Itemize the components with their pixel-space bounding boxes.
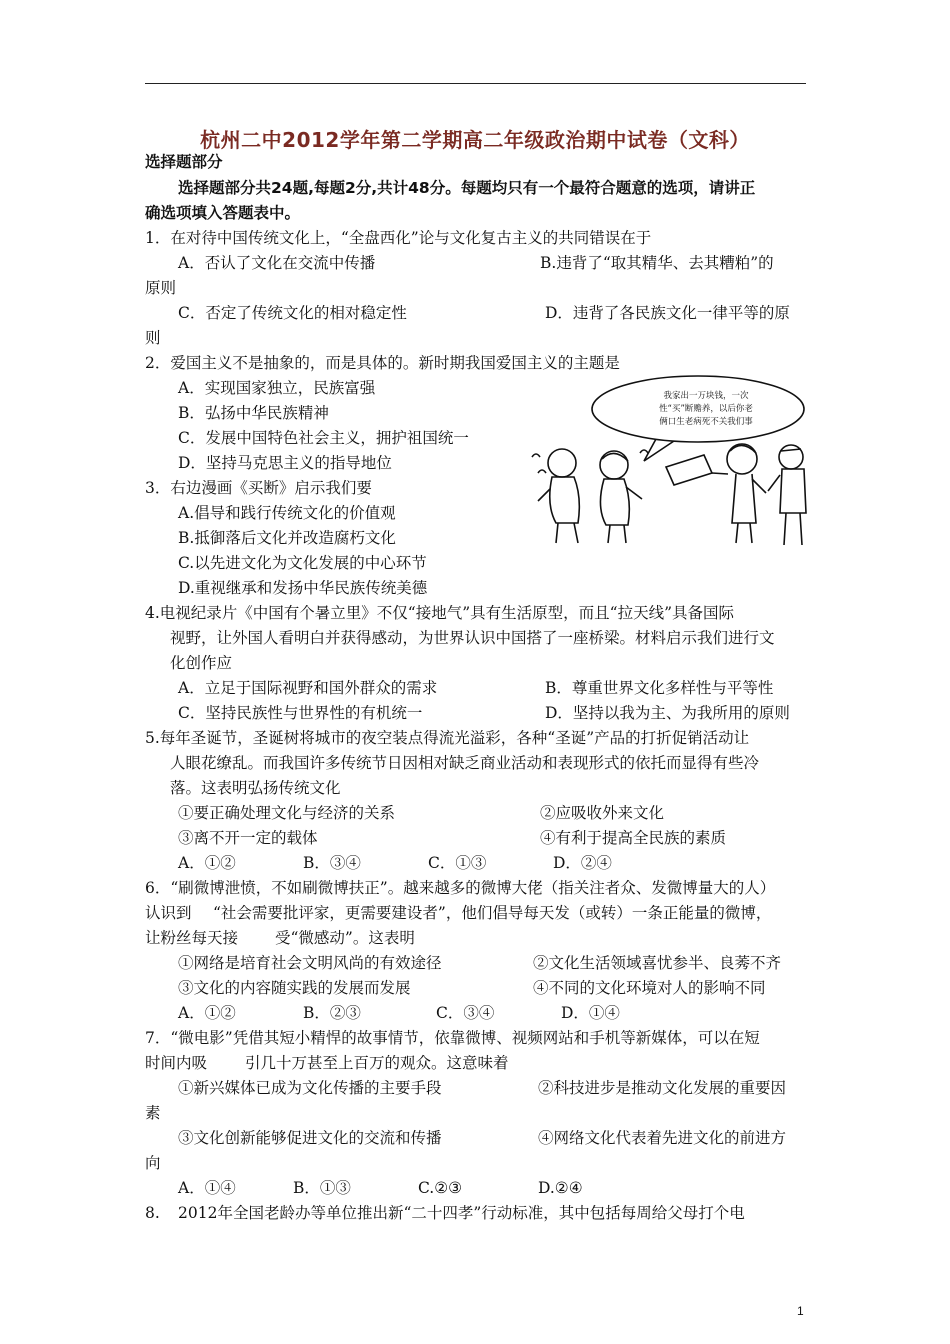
q7-item-4: ④网络文化代表着先进文化的前进方 — [538, 1129, 787, 1147]
q6-line-2a: 认识到 — [145, 904, 192, 922]
q5-line-1: 5.每年圣诞节，圣诞树将城市的夜空装点得流光溢彩，各种“圣诞”产品的打折促销活动让 — [145, 729, 750, 747]
q6-line-3b: 受“微感动”。这表明 — [275, 929, 415, 947]
q5-option-d: D．②④ — [553, 854, 612, 872]
q7-item-2: ②科技进步是推动文化发展的重要因 — [538, 1079, 787, 1097]
q3-option-d: D.重视继承和发扬中华民族传统美德 — [178, 579, 428, 597]
speech-line-1: 我家出一万块钱，一次 — [663, 391, 749, 401]
q6-item-2: ②文化生活领域喜忧参半、良莠不齐 — [533, 954, 782, 972]
q6-line-3a: 让粉丝每天接 — [145, 929, 239, 947]
q5-item-4: ④有利于提高全民族的素质 — [540, 829, 727, 847]
header-rule — [145, 83, 806, 84]
q5-option-b: B．③④ — [303, 854, 361, 872]
q7-item-1: ①新兴媒体已成为文化传播的主要手段 — [178, 1079, 442, 1097]
q6-line-1: 6．“刷微博泄愤，不如刷微博扶正”。越来越多的微博大佬（指关注者众、发微博量大的人） — [145, 879, 776, 897]
q3-option-b: B.抵御落后文化并改造腐朽文化 — [178, 529, 396, 547]
instructions-line-2: 确选项填入答题表中。 — [145, 204, 301, 222]
q5-line-2: 人眼花缭乱。而我国许多传统节日因相对缺乏商业活动和表现形式的依托而显得有些冷 — [170, 754, 760, 772]
q6-option-d: D．①④ — [561, 1004, 620, 1022]
q4-line-2: 视野，让外国人看明白并获得感动，为世界认识中国搭了一座桥梁。材料启示我们进行文 — [170, 629, 775, 647]
q1-stem: 1．在对待中国传统文化上，“全盘西化”论与文化复古主义的共同错误在于 — [145, 229, 652, 247]
q1-option-a: A．否认了文化在交流中传播 — [178, 254, 376, 272]
speech-line-3: 俩口生老病死不关我们事 — [659, 417, 753, 427]
q6-line-2b: “社会需要批评家，更需要建设者”，他们倡导每天发（或转）一条正能量的微博， — [213, 904, 772, 922]
q5-item-1: ①要正确处理文化与经济的关系 — [178, 804, 396, 822]
q7-item-4-cont: 向 — [145, 1154, 161, 1172]
q2-option-b: B．弘扬中华民族精神 — [178, 404, 329, 422]
q7-option-c: C.②③ — [418, 1179, 463, 1197]
q5-option-a: A．①② — [178, 854, 236, 872]
q4-option-c: C．坚持民族性与世界性的有机统一 — [178, 704, 423, 722]
q5-item-3: ③离不开一定的载体 — [178, 829, 318, 847]
q6-item-1: ①网络是培育社会文明风尚的有效途径 — [178, 954, 442, 972]
q2-option-c: C．发展中国特色社会主义，拥护祖国统一 — [178, 429, 469, 447]
q7-line-2a: 时间内吸 — [145, 1054, 208, 1072]
speech-line-2: 性“买”断赡养，以后你老 — [659, 404, 753, 414]
q7-item-3: ③文化创新能够促进文化的交流和传播 — [178, 1129, 442, 1147]
q6-item-4: ④不同的文化环境对人的影响不同 — [533, 979, 766, 997]
q7-line-2b: 引几十万甚至上百万的观众。这意味着 — [245, 1054, 509, 1072]
q1-option-d-cont: 则 — [145, 329, 161, 347]
instructions-line-1: 选择题部分共24题,每题2分,共计48分。每题均只有一个最符合题意的选项，请讲正 — [178, 179, 756, 197]
q4-option-a: A．立足于国际视野和国外群众的需求 — [178, 679, 438, 697]
q2-option-d: D．坚持马克思主义的指导地位 — [178, 454, 392, 472]
q5-line-3: 落。这表明弘扬传统文化 — [170, 779, 341, 797]
q5-option-c: C．①③ — [428, 854, 487, 872]
q6-option-c: C．③④ — [436, 1004, 495, 1022]
q7-option-d: D.②④ — [538, 1179, 583, 1197]
q4-line-1: 4.电视纪录片《中国有个暑立里》不仅“接地气”具有生活原型，而且“拉天线”具备国际 — [145, 604, 734, 622]
q1-option-c: C．否定了传统文化的相对稳定性 — [178, 304, 407, 322]
cartoon-maiduan — [516, 373, 816, 547]
q8-number: 8. — [145, 1204, 160, 1222]
q7-item-2-cont: 素 — [145, 1104, 161, 1122]
q7-option-b: B．①③ — [293, 1179, 351, 1197]
q3-option-a: A.倡导和践行传统文化的价值观 — [178, 504, 396, 522]
section-heading: 选择题部分 — [145, 153, 223, 171]
q1-option-b: B.违背了“取其精华、去其糟粕”的 — [540, 254, 774, 272]
q4-line-3: 化创作应 — [170, 654, 233, 672]
q6-option-b: B．②③ — [303, 1004, 361, 1022]
q2-option-a: A．实现国家独立，民族富强 — [178, 379, 376, 397]
q6-item-3: ③文化的内容随实践的发展而发展 — [178, 979, 411, 997]
q3-stem: 3．右边漫画《买断》启示我们要 — [145, 479, 372, 497]
page-number: 1 — [797, 1304, 804, 1318]
q6-option-a: A．①② — [178, 1004, 236, 1022]
q5-item-2: ②应吸收外来文化 — [540, 804, 665, 822]
q3-option-c: C.以先进文化为文化发展的中心环节 — [178, 554, 427, 572]
q4-option-d: D．坚持以我为主、为我所用的原则 — [545, 704, 790, 722]
q1-option-b-cont: 原则 — [145, 279, 177, 297]
q2-stem: 2．爱国主义不是抽象的，而是具体的。新时期我国爱国主义的主题是 — [145, 354, 620, 372]
q8-line-1: 2012年全国老龄办等单位推出新“二十四孝”行动标准，其中包括每周给父母打个电 — [178, 1204, 745, 1222]
q4-option-b: B．尊重世界文化多样性与平等性 — [545, 679, 774, 697]
q7-line-1: 7．“微电影”凭借其短小精悍的故事情节，依靠微博、视频网站和手机等新媒体，可以在短 — [145, 1029, 760, 1047]
q1-option-d: D．违背了各民族文化一律平等的原 — [545, 304, 790, 322]
exam-title: 杭州二中2012学年第二学期高二年级政治期中试卷（文科） — [200, 128, 750, 152]
q7-option-a: A．①④ — [178, 1179, 236, 1197]
